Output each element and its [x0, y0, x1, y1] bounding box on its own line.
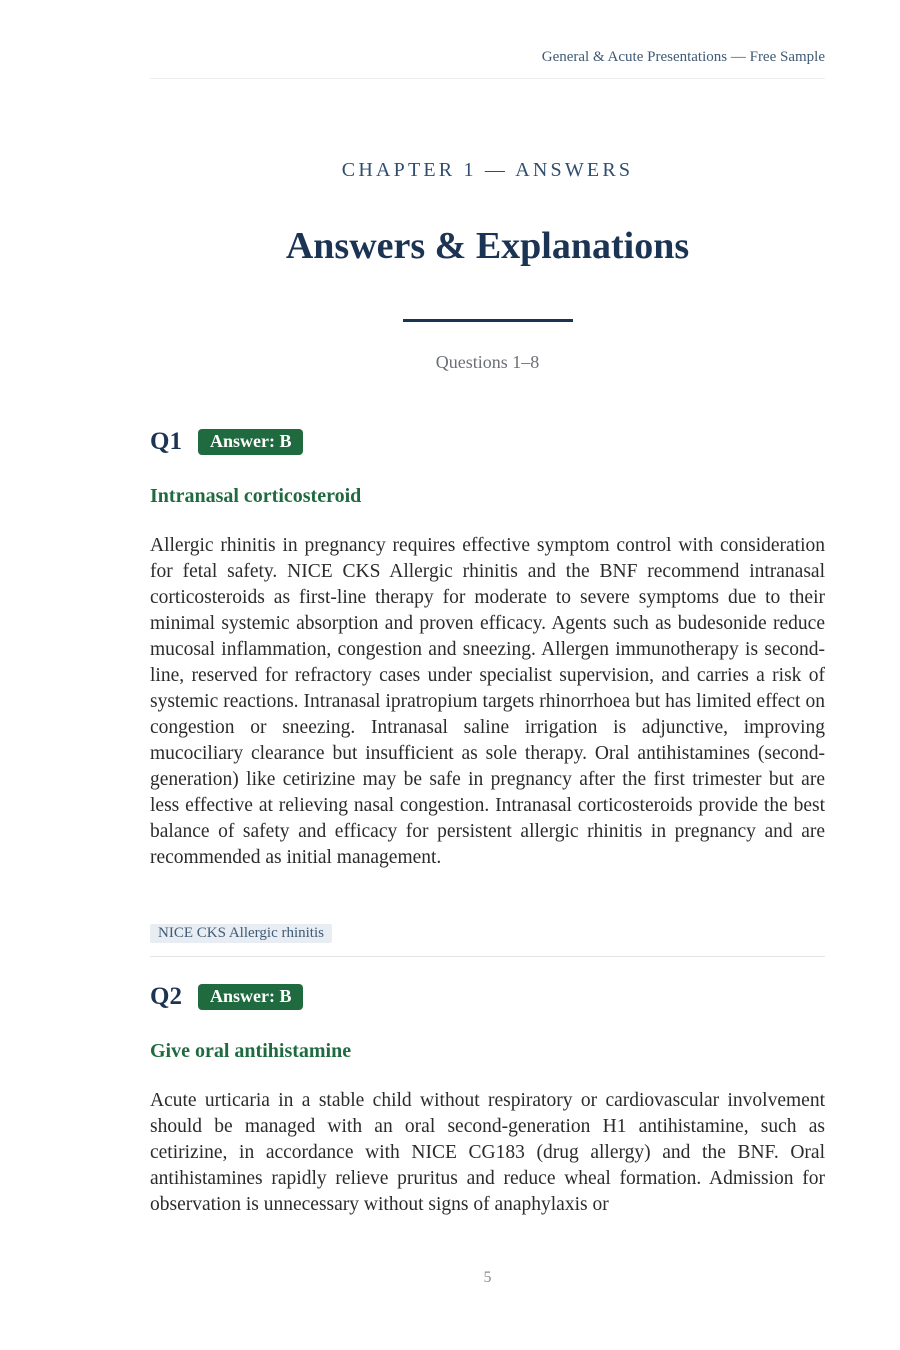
reference-tag: NICE CKS Allergic rhinitis — [150, 924, 332, 943]
question-number: Q1 — [150, 428, 182, 455]
question-number: Q2 — [150, 983, 182, 1010]
title-divider — [403, 319, 573, 322]
answer-badge: Answer: B — [198, 984, 304, 1010]
running-header: General & Acute Presentations — Free Sample — [541, 49, 825, 65]
question-header — [150, 983, 303, 1011]
chapter-subtitle: Questions 1–8 — [435, 352, 540, 372]
chapter-label: CHAPTER 1 — ANSWERS — [341, 159, 634, 181]
question-header — [150, 428, 303, 456]
page-number: 5 — [483, 1269, 492, 1286]
explanation-text: Acute urticaria in a stable child without respiratory or cardiovascular involvement should be managed with an oral second-generation H1 antihistamine, such as cetirizine, in accordance with NICE CG183 (drug allergy) and the BNF. Oral antihistamines rapidly relieve pruritus and reduce wheal formation. Admission for observation is unnecessary without signs of anaphylaxis or — [150, 1090, 825, 1215]
answer-badge: Answer: B — [198, 429, 304, 455]
question-divider — [150, 956, 825, 957]
explanation-text: Allergic rhinitis in pregnancy requires effective symptom control with consideration for fetal safety. NICE CKS Allergic rhinitis and the BNF recommend intranasal corticosteroids as first-line therapy for moderate to severe symptoms due to their minimal systemic absorption and proven efficacy. Agents such as budesonide reduce mucosal inflammation, congestion and sneezing. Allergen immunotherapy is second-line, reserved for refractory cases under specialist supervision, and carries a risk of systemic reactions. Intranasal ipratropium targets rhinorrhoea but has limited effect on congestion or sneezing. Intranasal saline irrigation is adjunctive, improving mucociliary clearance but insufficient as sole therapy. Oral antihistamines (second-generation) like cetirizine may be safe in pregnancy after the first trimester but are less effective at relieving nasal congestion. Intranasal corticosteroids provide the best balance of safety and efficacy for persistent allergic rhinitis in pregnancy and are recommended as initial management. — [150, 535, 825, 868]
answer-title: Give oral antihistamine — [150, 1040, 352, 1062]
page — [150, 0, 825, 1350]
header-divider — [150, 78, 825, 79]
answer-title: Intranasal corticosteroid — [150, 485, 362, 507]
chapter-title: Answers & Explanations — [285, 225, 690, 267]
